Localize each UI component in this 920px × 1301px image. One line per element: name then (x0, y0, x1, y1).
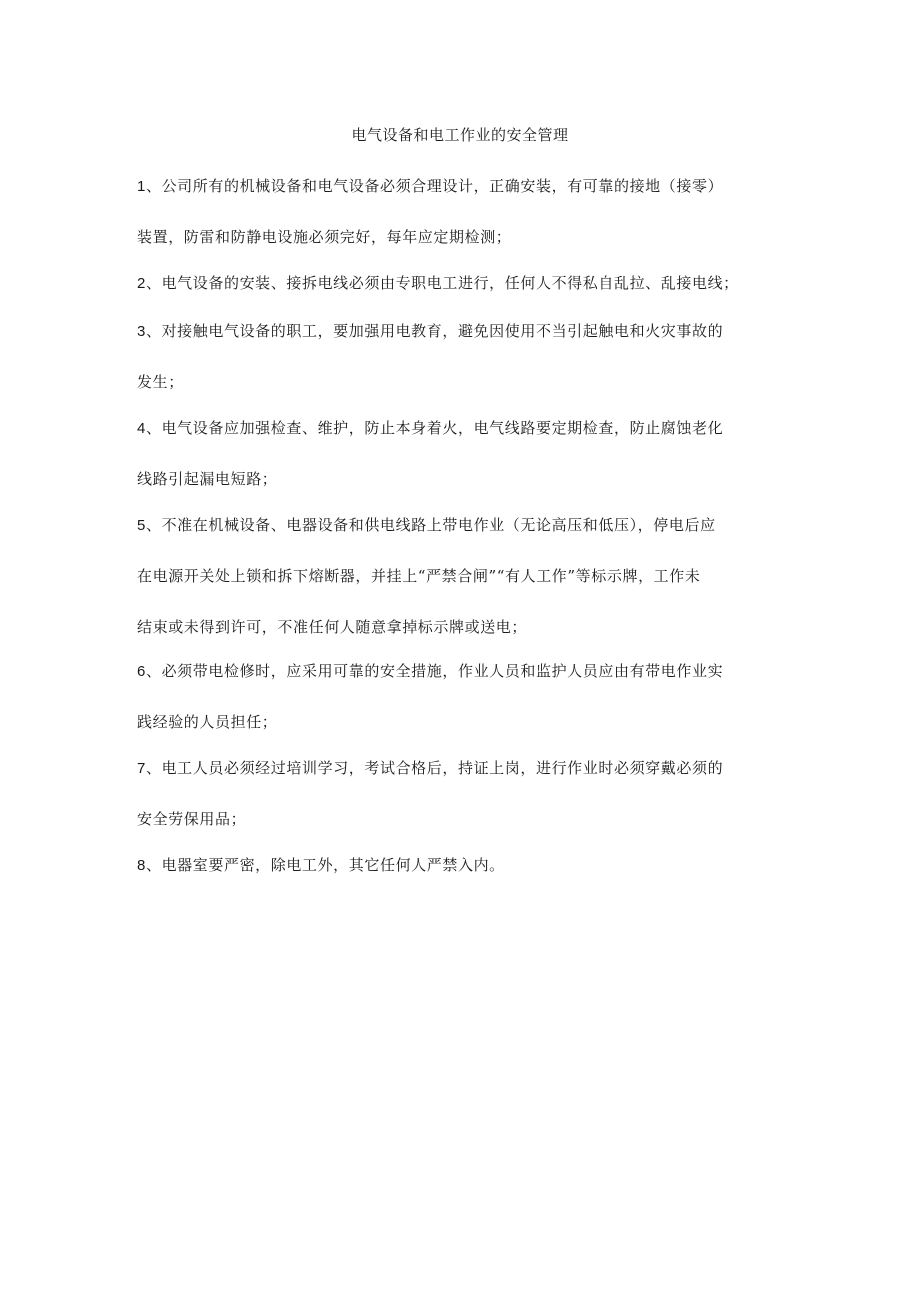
item-separator: 、 (145, 177, 162, 195)
item-line (137, 403, 797, 454)
item-text: 电工人员必须经过培训学习，考试合格后，持证上岗，进行作业时必须穿戴必须的 (161, 759, 724, 777)
item-text: 电气设备应加强检查、维护，防止本身着火，电气线路要定期检查，防止腐蚀老化 (161, 419, 724, 437)
item-separator: 、 (145, 856, 162, 874)
item-line (137, 258, 797, 309)
item-line: 发生； (137, 373, 184, 391)
item-number: 8 (137, 857, 146, 874)
item-line (137, 840, 797, 891)
item-line: 结束或未得到许可，不准任何人随意拿掉标示牌或送电； (137, 618, 528, 636)
item-text: 电气设备的安装、接拆电线必须由专职电工进行，任何人不得私自乱拉、乱接电线； (161, 274, 739, 292)
item-line: 在电源开关处上锁和拆下熔断器，并挂上“严禁合闸”“有人工作”等标示牌，工作未 (137, 567, 701, 585)
item-line (137, 306, 797, 357)
item-line: 安全劳保用品； (137, 810, 247, 828)
item-line: 线路引起漏电短路； (137, 470, 278, 488)
item-line: 装置，防雷和防静电设施必须完好，每年应定期检测； (137, 228, 512, 246)
item-separator: 、 (145, 516, 162, 534)
item-separator: 、 (145, 662, 162, 680)
item-line (137, 743, 797, 794)
item-number: 2 (137, 275, 146, 292)
list-item-6 (137, 646, 797, 748)
item-line (137, 500, 797, 551)
item-number: 4 (137, 420, 146, 437)
item-line (137, 161, 797, 212)
item-separator: 、 (145, 274, 162, 292)
item-line: 践经验的人员担任； (137, 713, 278, 731)
list-item-3 (137, 306, 797, 408)
list-item-1 (137, 161, 797, 263)
item-number: 5 (137, 517, 146, 534)
item-text: 对接触电气设备的职工，要加强用电教育，避免因使用不当引起触电和火灾事故的 (161, 322, 724, 340)
list-item-4 (137, 403, 797, 505)
item-separator: 、 (145, 419, 162, 437)
item-line (137, 646, 797, 697)
item-number: 1 (137, 178, 146, 195)
item-separator: 、 (145, 322, 162, 340)
item-text: 必须带电检修时，应采用可靠的安全措施，作业人员和监护人员应由有带电作业实 (161, 662, 724, 680)
list-item-2 (137, 258, 797, 309)
document-title: 电气设备和电工作业的安全管理 (351, 126, 569, 144)
item-number: 6 (137, 663, 146, 680)
list-item-7 (137, 743, 797, 845)
item-number: 3 (137, 323, 146, 340)
list-item-5 (137, 500, 797, 653)
item-text: 不准在机械设备、电器设备和供电线路上带电作业（无论高压和低压），停电后应 (161, 516, 716, 534)
list-item-8 (137, 840, 797, 891)
item-separator: 、 (145, 759, 162, 777)
item-text: 电器室要严密，除电工外，其它任何人严禁入内。 (161, 856, 505, 874)
item-number: 7 (137, 760, 146, 777)
item-text: 公司所有的机械设备和电气设备必须合理设计，正确安装，有可靠的接地（接零） (161, 177, 724, 195)
